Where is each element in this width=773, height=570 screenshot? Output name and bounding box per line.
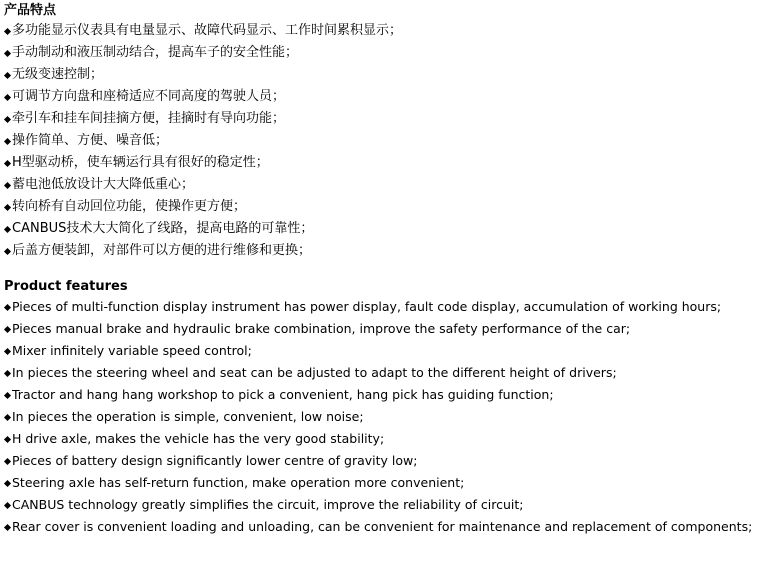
zh-feature-text: 操作简单、方便、噪音低； bbox=[12, 133, 169, 148]
zh-feature-item bbox=[4, 152, 773, 174]
zh-feature-item bbox=[4, 218, 773, 240]
diamond-bullet-icon bbox=[4, 479, 11, 486]
en-feature-text: In pieces the operation is simple, convenient, low noise; bbox=[12, 409, 364, 424]
diamond-bullet-icon bbox=[4, 303, 11, 310]
diamond-bullet-icon bbox=[4, 523, 11, 530]
diamond-bullet-icon bbox=[4, 225, 11, 232]
en-feature-text: Rear cover is convenient loading and unloading, can be convenient for maintenance and replacement of components; bbox=[12, 519, 753, 534]
zh-feature-item bbox=[4, 108, 773, 130]
zh-feature-item bbox=[4, 20, 773, 42]
en-feature-item bbox=[4, 450, 773, 472]
diamond-bullet-icon bbox=[4, 435, 11, 442]
diamond-bullet-icon bbox=[4, 27, 11, 34]
zh-feature-item bbox=[4, 42, 773, 64]
zh-feature-text: CANBUS技术大大简化了线路，提高电路的可靠性； bbox=[12, 221, 314, 236]
en-feature-text: H drive axle, makes the vehicle has the very good stability; bbox=[12, 431, 385, 446]
en-feature-item bbox=[4, 384, 773, 406]
diamond-bullet-icon bbox=[4, 501, 11, 508]
en-feature-item bbox=[4, 318, 773, 340]
zh-feature-text: 手动制动和液压制动结合，提高车子的安全性能； bbox=[12, 45, 299, 60]
en-section-title: Product features bbox=[4, 279, 128, 294]
diamond-bullet-icon bbox=[4, 181, 11, 188]
zh-feature-text: 后盖方便装卸，对部件可以方便的进行维修和更换； bbox=[12, 243, 312, 258]
en-feature-item bbox=[4, 494, 773, 516]
zh-feature-item bbox=[4, 240, 773, 262]
zh-feature-text: 无级变速控制； bbox=[12, 67, 104, 82]
zh-feature-text: 蓄电池低放设计大大降低重心； bbox=[12, 177, 195, 192]
diamond-bullet-icon bbox=[4, 247, 11, 254]
en-feature-text: CANBUS technology greatly simplifies the circuit, improve the reliability of circuit; bbox=[12, 497, 524, 512]
en-feature-list bbox=[4, 296, 773, 538]
zh-feature-item bbox=[4, 196, 773, 218]
en-feature-item bbox=[4, 340, 773, 362]
en-feature-item bbox=[4, 428, 773, 450]
en-feature-item bbox=[4, 406, 773, 428]
en-feature-item bbox=[4, 362, 773, 384]
en-feature-text: In pieces the steering wheel and seat can be adjusted to adapt to the different height of drivers; bbox=[12, 365, 617, 380]
zh-feature-text: 多功能显示仪表具有电量显示、故障代码显示、工作时间累积显示； bbox=[12, 23, 403, 38]
en-feature-text: Pieces of battery design significantly lower centre of gravity low; bbox=[12, 453, 418, 468]
en-feature-text: Tractor and hang hang workshop to pick a convenient, hang pick has guiding function; bbox=[12, 387, 554, 402]
diamond-bullet-icon bbox=[4, 413, 11, 420]
en-feature-item bbox=[4, 296, 773, 318]
diamond-bullet-icon bbox=[4, 137, 11, 144]
diamond-bullet-icon bbox=[4, 49, 11, 56]
en-feature-text: Pieces of multi-function display instrument has power display, fault code display, accumulation of working hours; bbox=[12, 299, 722, 314]
zh-feature-item bbox=[4, 130, 773, 152]
diamond-bullet-icon bbox=[4, 391, 11, 398]
diamond-bullet-icon bbox=[4, 457, 11, 464]
en-feature-text: Steering axle has self-return function, make operation more convenient; bbox=[12, 475, 465, 490]
zh-feature-item bbox=[4, 86, 773, 108]
en-feature-text: Pieces manual brake and hydraulic brake combination, improve the safety performance of the car; bbox=[12, 321, 631, 336]
diamond-bullet-icon bbox=[4, 369, 11, 376]
section-spacer bbox=[4, 262, 773, 278]
diamond-bullet-icon bbox=[4, 71, 11, 78]
zh-feature-text: 牵引车和挂车间挂摘方便，挂摘时有导向功能； bbox=[12, 111, 286, 126]
diamond-bullet-icon bbox=[4, 159, 11, 166]
diamond-bullet-icon bbox=[4, 347, 11, 354]
zh-feature-text: 可调节方向盘和座椅适应不同高度的驾驶人员； bbox=[12, 89, 286, 104]
zh-feature-text: H型驱动桥，使车辆运行具有很好的稳定性； bbox=[12, 155, 269, 170]
zh-section-title: 产品特点 bbox=[4, 3, 57, 18]
diamond-bullet-icon bbox=[4, 93, 11, 100]
diamond-bullet-icon bbox=[4, 115, 11, 122]
zh-feature-list bbox=[4, 20, 773, 262]
en-feature-item bbox=[4, 516, 773, 538]
diamond-bullet-icon bbox=[4, 325, 11, 332]
en-feature-item bbox=[4, 472, 773, 494]
zh-feature-item bbox=[4, 64, 773, 86]
diamond-bullet-icon bbox=[4, 203, 11, 210]
en-feature-text: Mixer infinitely variable speed control; bbox=[12, 343, 252, 358]
zh-feature-text: 转向桥有自动回位功能，使操作更方便； bbox=[12, 199, 247, 214]
zh-feature-item bbox=[4, 174, 773, 196]
